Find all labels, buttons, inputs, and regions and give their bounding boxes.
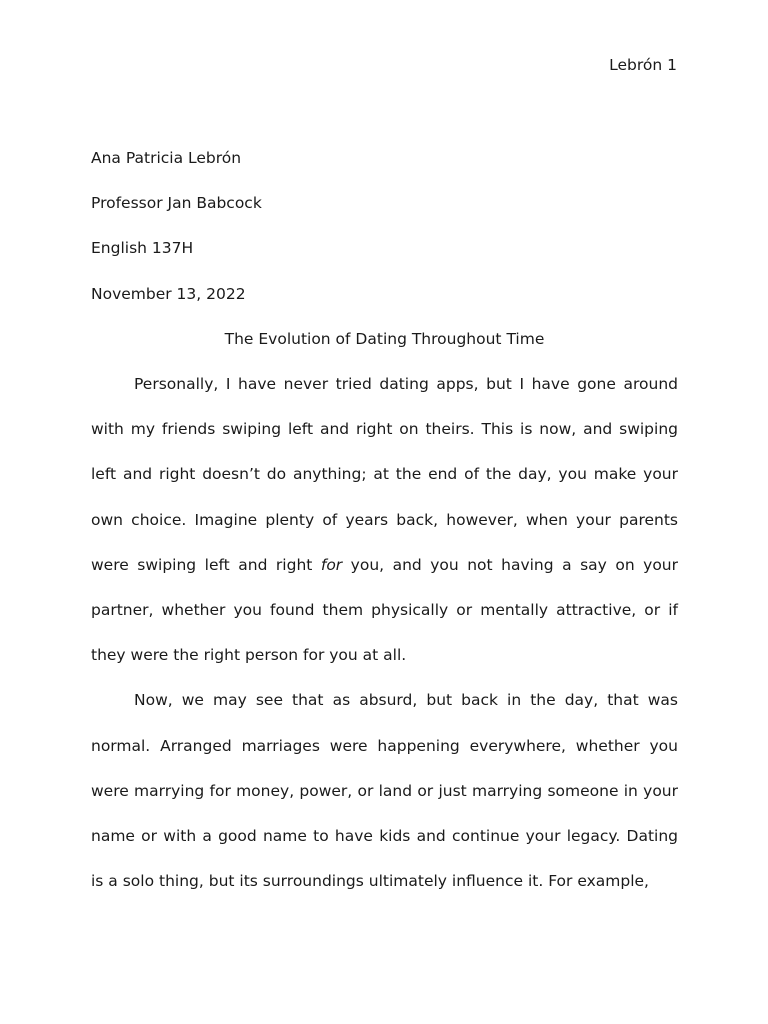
line-text-after: you, and you not having a say on your bbox=[342, 555, 678, 574]
paragraph-line: is a solo thing, but its surroundings ultimately influence it. For example, bbox=[91, 872, 649, 891]
paragraph-line: they were the right person for you at all. bbox=[91, 646, 407, 665]
submission-date: November 13, 2022 bbox=[91, 284, 246, 303]
paragraph-line: name or with a good name to have kids and continue your legacy. Dating bbox=[91, 827, 678, 846]
paragraph-line: normal. Arranged marriages were happening everywhere, whether you bbox=[91, 736, 678, 755]
paragraph-line: Now, we may see that as absurd, but back in the day, that was bbox=[134, 691, 678, 710]
document-body bbox=[91, 136, 678, 904]
italic-word: for bbox=[320, 555, 343, 574]
student-name: Ana Patricia Lebrón bbox=[91, 149, 242, 167]
paragraph-line: left and right doesn’t do anything; at the end of the day, you make your bbox=[91, 465, 678, 484]
paragraph-line-with-italic bbox=[91, 543, 678, 588]
paragraph-2 bbox=[91, 678, 678, 904]
professor-name: Professor Jan Babcock bbox=[91, 194, 262, 213]
paragraph-line: with my friends swiping left and right on theirs. This is now, and swiping bbox=[91, 420, 678, 439]
course-name: English 137H bbox=[91, 239, 194, 258]
paragraph-line: partner, whether you found them physically or mentally attractive, or if bbox=[91, 601, 678, 620]
paragraph-line: were marrying for money, power, or land or just marrying someone in your bbox=[91, 781, 678, 800]
paragraph-line: Personally, I have never tried dating apps, but I have gone around bbox=[134, 375, 678, 394]
running-head: Lebrón 1 bbox=[609, 56, 677, 74]
line-text-before: were swiping left and right bbox=[91, 555, 321, 574]
paragraph-line: own choice. Imagine plenty of years back, however, when your parents bbox=[91, 510, 678, 529]
paragraph-1 bbox=[91, 362, 678, 678]
essay-title: The Evolution of Dating Throughout Time bbox=[224, 329, 545, 348]
